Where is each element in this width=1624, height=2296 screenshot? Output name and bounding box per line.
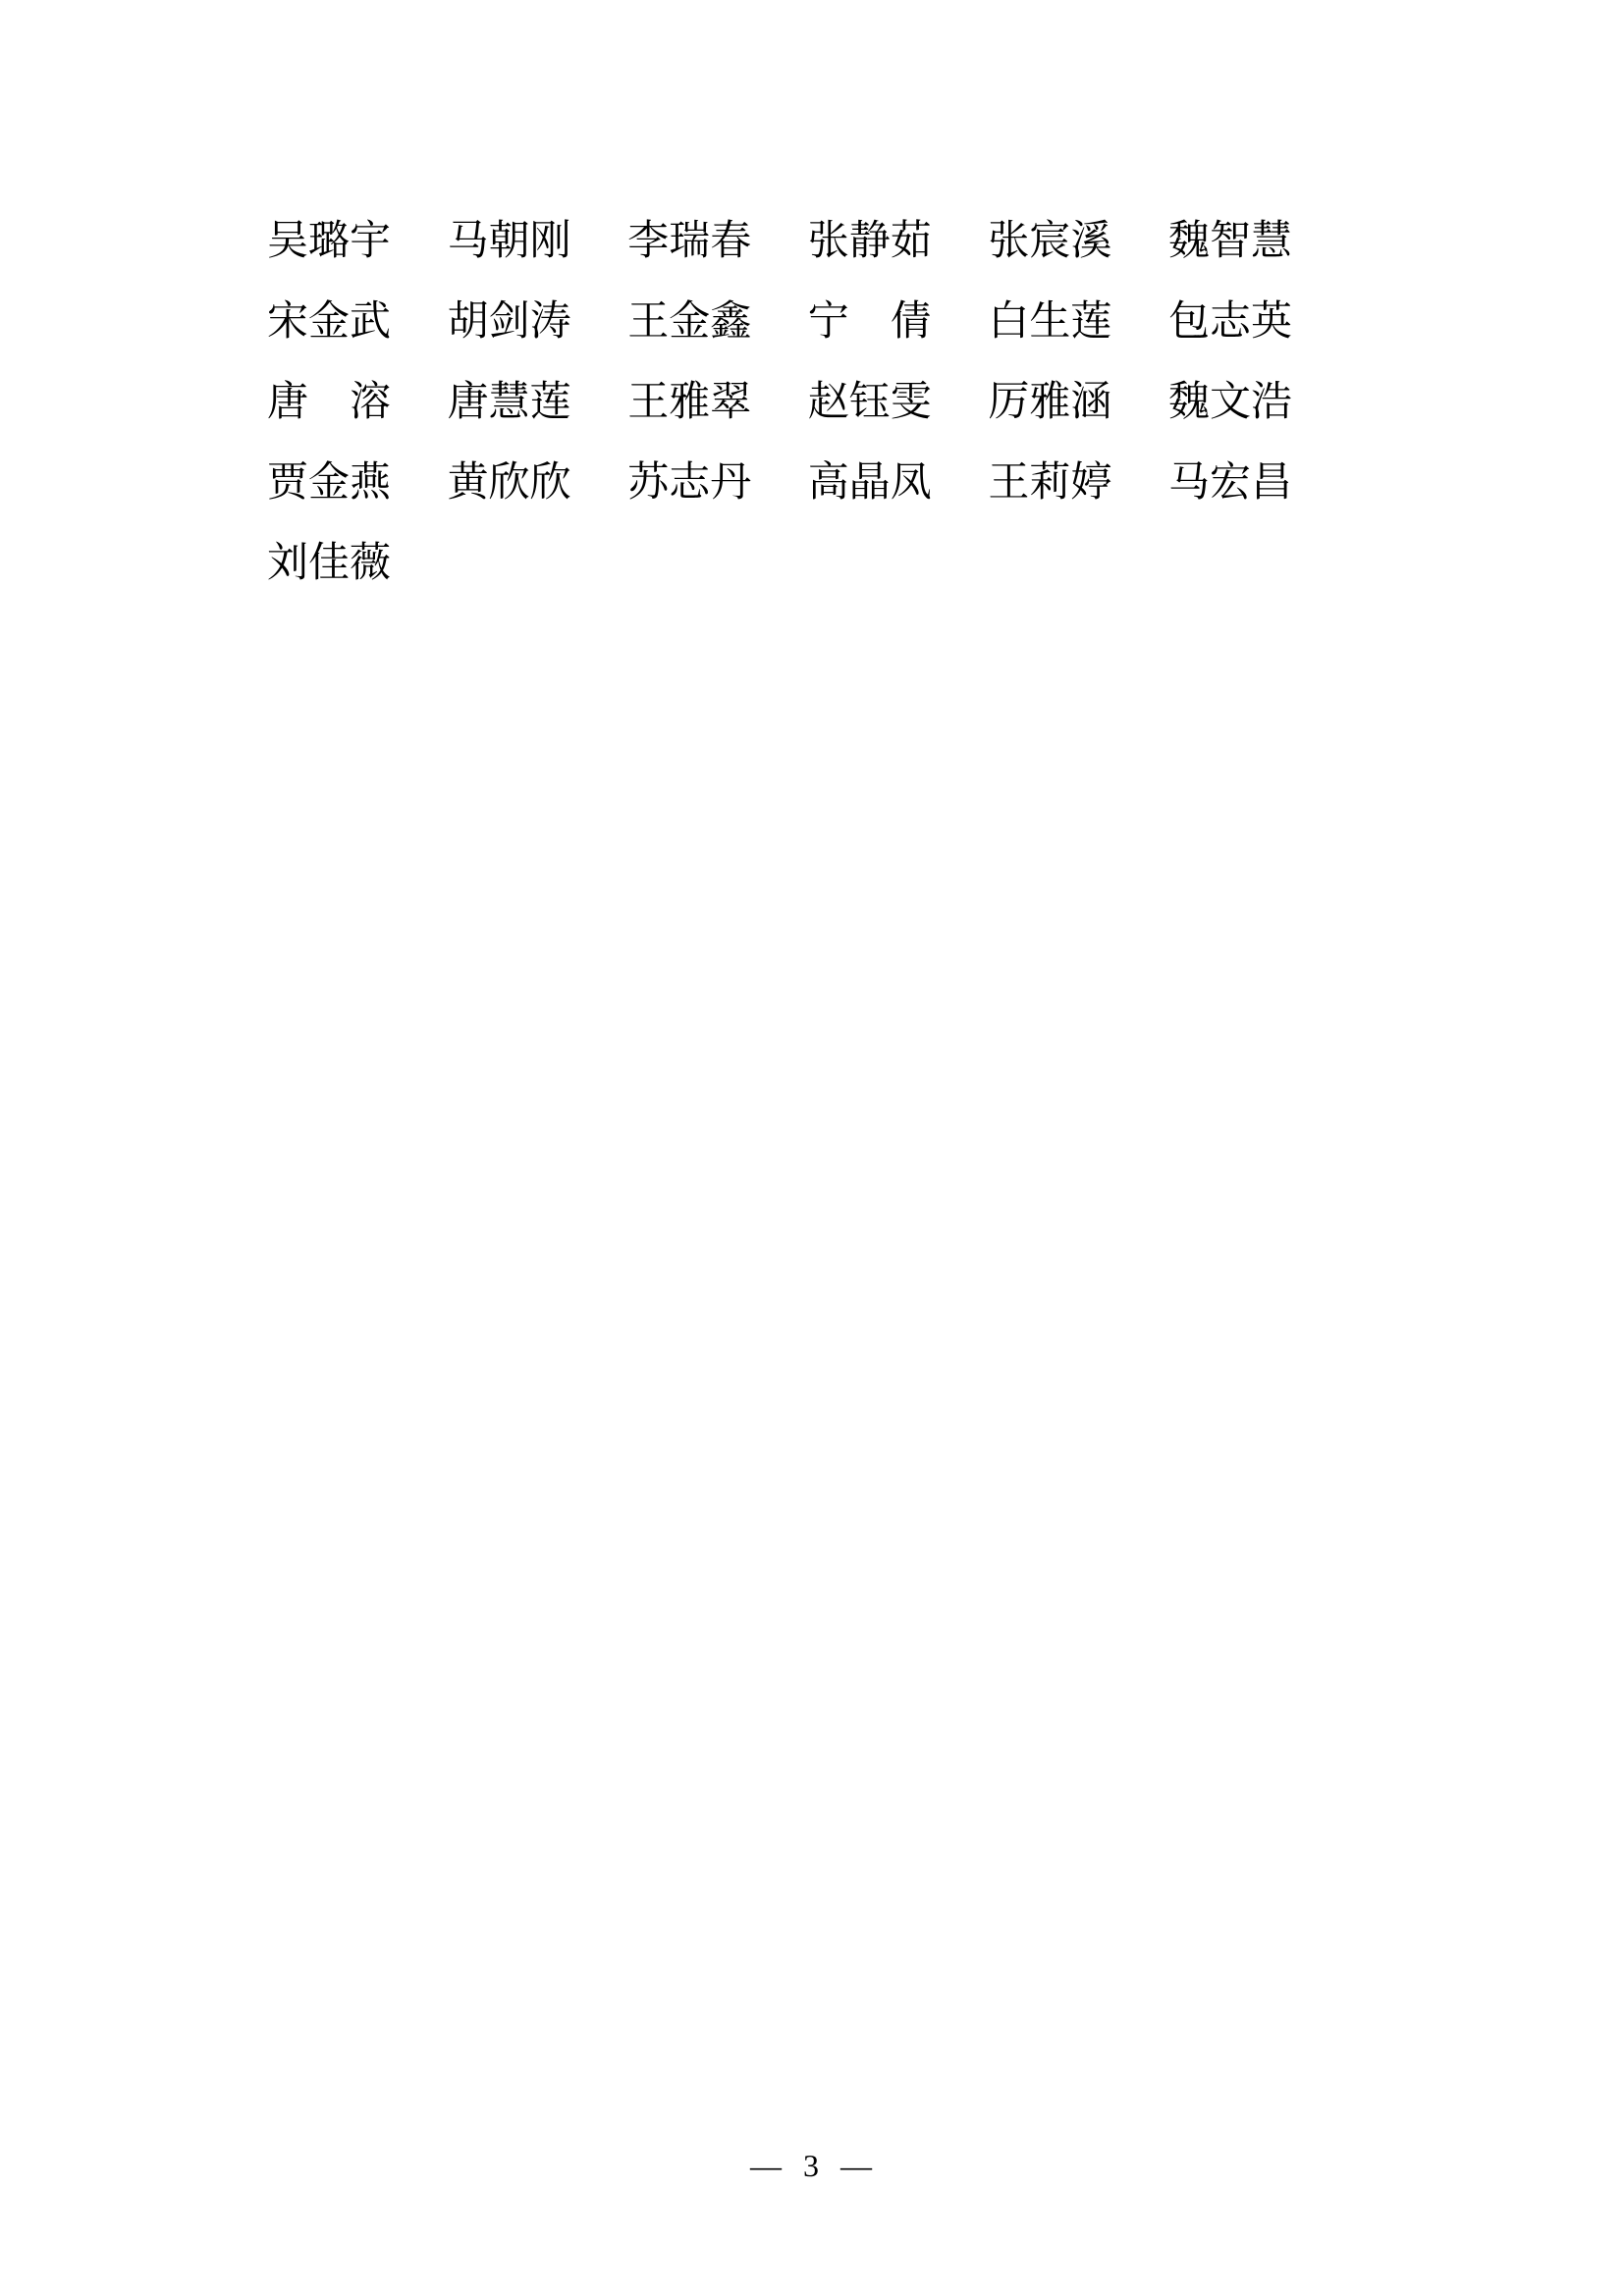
person-name: 王雅翠	[627, 380, 752, 425]
name-list	[267, 201, 1292, 604]
person-name: 张静茹	[807, 219, 932, 264]
name-row	[267, 282, 1292, 362]
person-name: 魏智慧	[1167, 219, 1292, 264]
person-name: 高晶凤	[807, 460, 932, 506]
person-name: 李瑞春	[627, 219, 752, 264]
person-name: 唐 溶	[267, 380, 392, 425]
person-name: 马朝刚	[447, 219, 571, 264]
person-name: 魏文浩	[1167, 380, 1292, 425]
person-name: 胡剑涛	[447, 299, 571, 345]
person-name: 宁 倩	[807, 299, 932, 345]
name-row	[267, 201, 1292, 282]
person-name: 贾金燕	[267, 460, 392, 506]
page-number: — 3 —	[750, 2148, 874, 2183]
person-name: 王金鑫	[627, 299, 752, 345]
name-row	[267, 443, 1292, 523]
person-name: 吴璐宇	[267, 219, 392, 264]
person-name: 宋金武	[267, 299, 392, 345]
person-name: 黄欣欣	[447, 460, 571, 506]
person-name: 张宸溪	[988, 219, 1112, 264]
person-name: 马宏昌	[1167, 460, 1292, 506]
person-name: 刘佳薇	[267, 541, 392, 586]
person-name: 白生莲	[988, 299, 1112, 345]
person-name: 唐慧莲	[447, 380, 571, 425]
name-row	[267, 362, 1292, 443]
person-name: 赵钰雯	[807, 380, 932, 425]
person-name: 包志英	[1167, 299, 1292, 345]
name-row	[267, 523, 1292, 604]
person-name: 厉雅涵	[988, 380, 1112, 425]
person-name: 王莉婷	[988, 460, 1112, 506]
person-name: 苏志丹	[627, 460, 752, 506]
